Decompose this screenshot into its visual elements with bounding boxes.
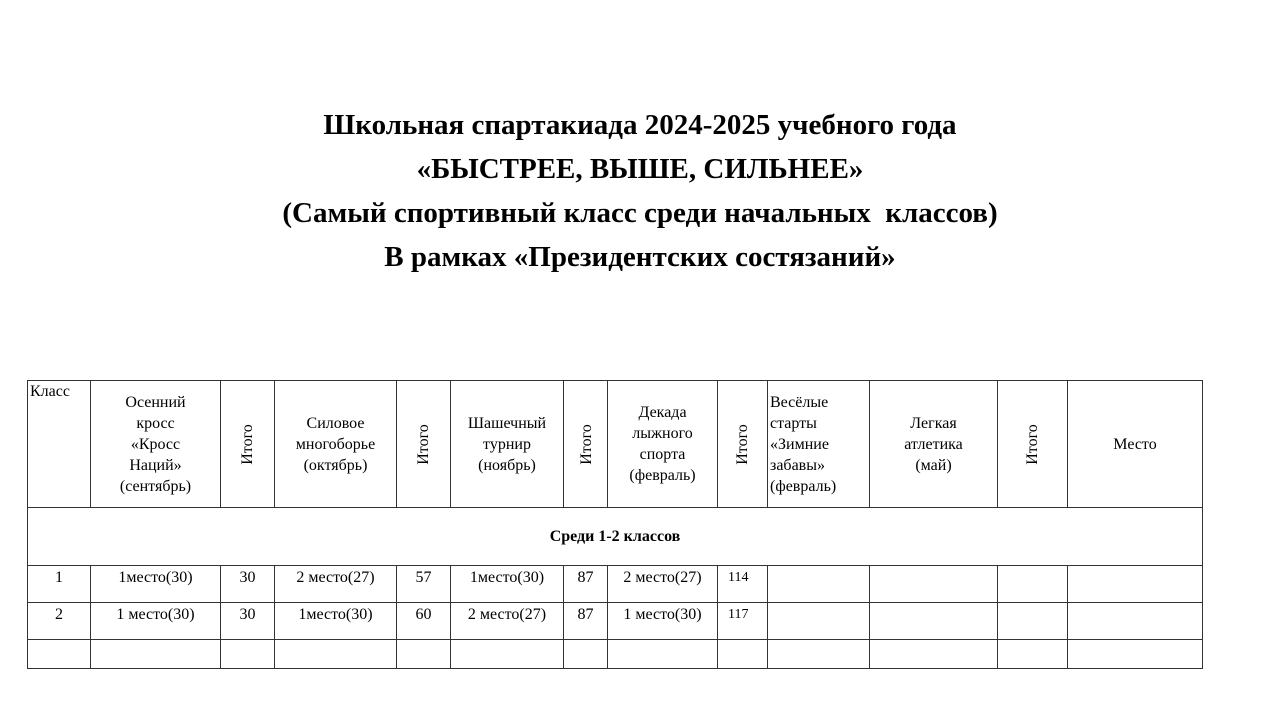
header-total-4: Итого	[718, 381, 768, 508]
table-row	[28, 566, 1203, 603]
header-total-1: Итого	[221, 381, 275, 508]
title-line-2: «БЫСТРЕЕ, ВЫШЕ, СИЛЬНЕЕ»	[416, 153, 864, 185]
header-athletics: Легкая атлетика (май)	[870, 381, 998, 508]
cell-athletics	[870, 603, 998, 640]
cell-total-1: 30	[221, 566, 275, 603]
cell-ski: 1 место(30)	[608, 603, 718, 640]
cell-total-2: 60	[397, 603, 451, 640]
cell-fun	[768, 566, 870, 603]
empty-cell	[1068, 640, 1203, 669]
header-class: Класс	[28, 381, 91, 508]
empty-cell	[451, 640, 564, 669]
empty-cell	[28, 640, 91, 669]
cell-power: 2 место(27)	[275, 566, 397, 603]
empty-cell	[718, 640, 768, 669]
header-fun-starts: Весёлые старты «Зимние забавы» (февраль)	[768, 381, 870, 508]
cell-fun	[768, 603, 870, 640]
cell-athletics	[870, 566, 998, 603]
table-row	[28, 603, 1203, 640]
cell-checkers: 2 место(27)	[451, 603, 564, 640]
header-ski-decade: Декада лыжного спорта (февраль)	[608, 381, 718, 508]
cell-place	[1068, 566, 1203, 603]
header-total-3: Итого	[564, 381, 608, 508]
header-autumn-cross: Осенний кросс «Кросс Наций» (сентябрь)	[91, 381, 221, 508]
title-line-3: (Самый спортивный класс среди начальных классов)	[282, 197, 998, 229]
cell-place	[1068, 603, 1203, 640]
empty-cell	[397, 640, 451, 669]
empty-cell	[91, 640, 221, 669]
cell-total-3: 87	[564, 603, 608, 640]
empty-cell	[870, 640, 998, 669]
cell-total-5	[998, 566, 1068, 603]
cell-total-4: 114	[718, 566, 768, 603]
header-total-5: Итого	[998, 381, 1068, 508]
header-power-allround: Силовое многоборье (октябрь)	[275, 381, 397, 508]
cell-total-2: 57	[397, 566, 451, 603]
title-line-4: В рамках «Президентских состязаний»	[384, 241, 896, 273]
header-total-2: Итого	[397, 381, 451, 508]
group-row	[28, 508, 1203, 566]
cell-class: 1	[28, 566, 91, 603]
cell-total-4: 117	[718, 603, 768, 640]
cell-total-5	[998, 603, 1068, 640]
header-row	[28, 381, 1203, 508]
header-checkers-tournament: Шашечный турнир (ноябрь)	[451, 381, 564, 508]
cell-ski: 2 место(27)	[608, 566, 718, 603]
results-table	[27, 380, 1203, 669]
title-line-1: Школьная спартакиада 2024-2025 учебного года	[323, 109, 957, 141]
empty-cell	[564, 640, 608, 669]
cell-checkers: 1место(30)	[451, 566, 564, 603]
group-label: Среди 1-2 классов	[28, 508, 1203, 566]
empty-cell	[998, 640, 1068, 669]
empty-cell	[275, 640, 397, 669]
empty-row	[28, 640, 1203, 669]
cell-class: 2	[28, 603, 91, 640]
cell-cross: 1 место(30)	[91, 603, 221, 640]
header-place: Место	[1068, 381, 1203, 508]
cell-power: 1место(30)	[275, 603, 397, 640]
cell-total-3: 87	[564, 566, 608, 603]
empty-cell	[221, 640, 275, 669]
cell-total-1: 30	[221, 603, 275, 640]
empty-cell	[768, 640, 870, 669]
document-title	[0, 103, 1280, 279]
empty-cell	[608, 640, 718, 669]
cell-cross: 1место(30)	[91, 566, 221, 603]
